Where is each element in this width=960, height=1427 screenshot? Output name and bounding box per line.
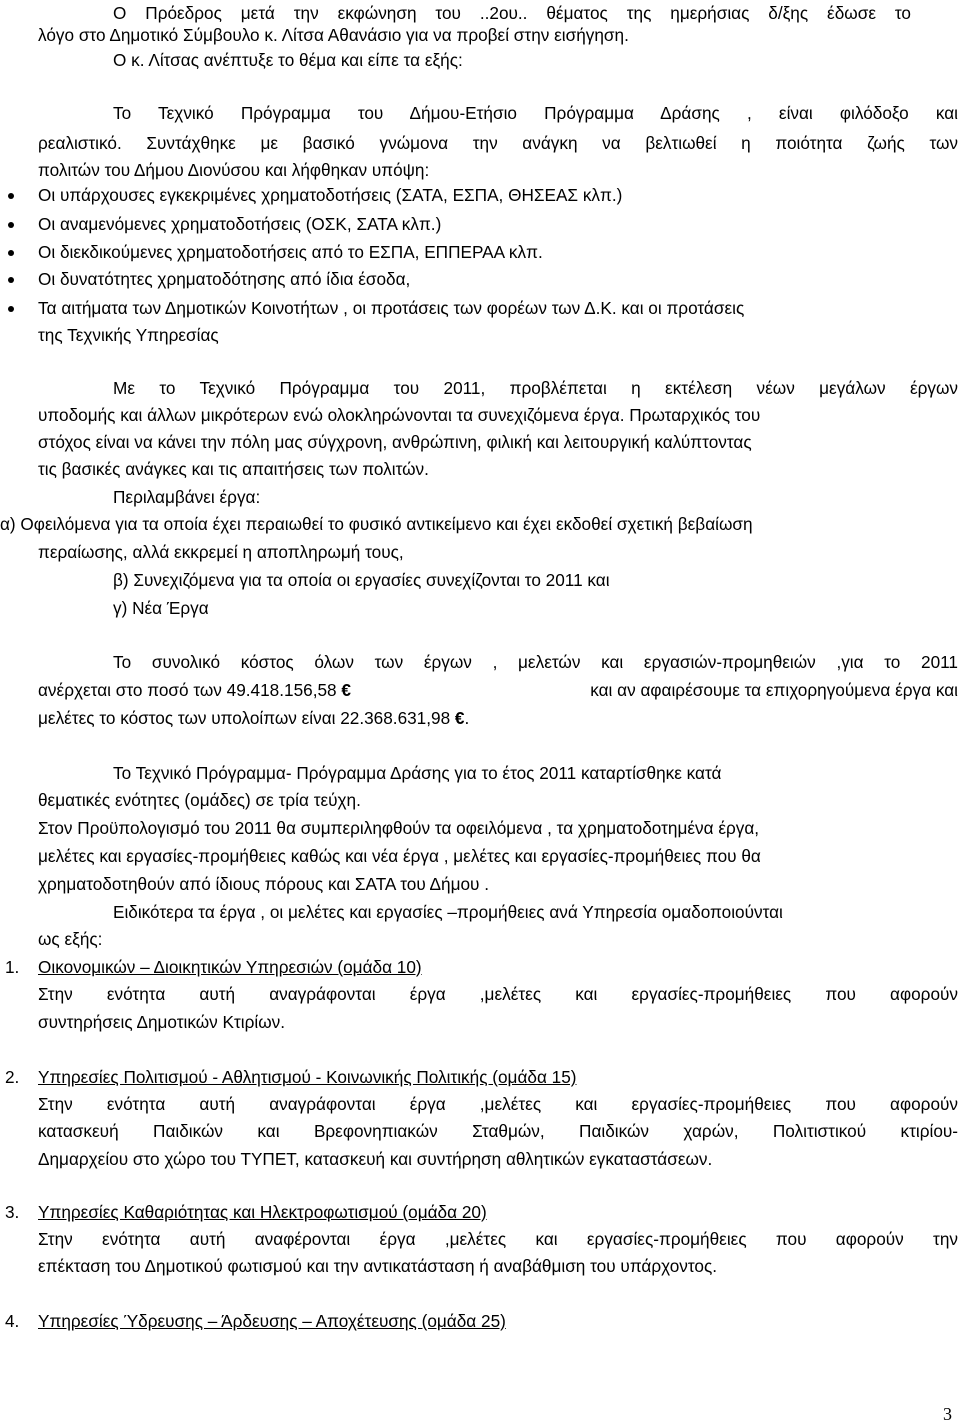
euro-sign: € [341,680,351,700]
cost-line-3 [38,708,469,728]
bullet-dot [8,250,14,256]
cost-amount-total: ανέρχεται στο ποσό των 49.418.156,58 [38,680,337,700]
bullet-item: Οι υπάρχουσες εγκεκριμένες χρηματοδοτήσεις (ΣΑΤΑ, ΕΣΠΑ, ΘΗΣΕΑΣ κλπ.) [38,185,623,205]
group-title: Οικονομικών – Διοικητικών Υπηρεσιών (ομάδα 10) [38,957,422,977]
group-number: 4. [5,1311,20,1331]
group-title: Υπηρεσίες Ύδρευσης – Άρδευσης – Αποχέτευσης (ομάδα 25) [38,1311,506,1331]
p2-line-2: υποδομής και άλλων μικρότερων ενώ ολοκληρώνονται τα συνεχιζόμενα έργα. Πρωταρχικός του [38,405,761,425]
p1-line-3: πολιτών του Δήμου Διονύσου και λήφθηκαν υπόψη: [38,160,430,180]
p2-line-1: Με το Τεχνικό Πρόγραμμα του 2011, προβλέπεται η εκτέλεση νέων μεγάλων έργων [113,378,958,398]
p3-line-4: μελέτες και εργασίες-προμήθειες καθώς και νέα έργα , μελέτες και εργασίες-προμήθειες που θα [38,846,761,866]
p2-line-4: τις βασικές ανάγκες και τις απαιτήσεις των πολιτών. [38,459,429,479]
works-c: γ) Νέα Έργα [113,598,209,618]
group-line: Στην ενότητα αυτή αναφέρονται έργα ,μελέτες και εργασίες-προμήθειες που αφορούν την [38,1229,958,1249]
p3-line-7: ως εξής: [38,929,103,949]
p2-line-3: στόχος είναι να κάνει την πόλη μας σύγχρονη, ανθρώπινη, φιλική και λειτουργική καλύπτοντας [38,432,752,452]
group-number: 2. [5,1067,20,1087]
group-line: Στην ενότητα αυτή αναγράφονται έργα ,μελέτες και εργασίες-προμήθειες που αφορούν [38,984,958,1004]
cost-line-2 [38,680,958,700]
p2-line-5: Περιλαμβάνει έργα: [113,487,261,507]
group-line: συντηρήσεις Δημοτικών Κτιρίων. [38,1012,285,1032]
group-number: 3. [5,1202,20,1222]
intro-line-3: Ο κ. Λίτσας ανέπτυξε το θέμα και είπε τα εξής: [113,50,463,70]
group-number: 1. [5,957,20,977]
cost-line-2-rest: και αν αφαιρέσουμε τα επιχορηγούμενα έργα και [590,680,958,700]
p3-line-5: χρηματοδοτηθούν από ίδιους πόρους και ΣΑΤΑ του Δήμου . [38,874,490,894]
page-number: 3 [943,1404,952,1424]
bullet-dot [8,306,14,312]
p1-line-2: ρεαλιστικό. Συντάχθηκε με βασικό γνώμονα την ανάγκη να βελτιωθεί η ποιότητα ζωής των [38,133,958,153]
cost-amount-remaining: μελέτες το κόστος των υπολοίπων είναι 22.368.631,98 [38,708,451,728]
cost-period: . [464,708,470,728]
euro-sign: € [454,708,465,728]
group-line: Στην ενότητα αυτή αναγράφονται έργα ,μελέτες και εργασίες-προμήθειες που αφορούν [38,1094,958,1114]
bullet-continuation: της Τεχνικής Υπηρεσίας [38,325,219,345]
bullet-item: Οι αναμενόμενες χρηματοδοτήσεις (ΟΣΚ, ΣΑΤΑ κλπ.) [38,214,442,234]
p3-line-3: Στον Προϋπολογισμό του 2011 θα συμπεριληφθούν τα οφειλόμενα , τα χρηματοδοτημένα έργα, [38,818,760,838]
intro-line-1: Ο Πρόεδρος μετά την εκφώνηση του ..2ου.. θέματος της ημερήσιας δ/ξης έδωσε το [113,3,911,23]
works-b: β) Συνεχιζόμενα για τα οποία οι εργασίες συνεχίζονται το 2011 και [113,570,610,590]
p3-line-2: θεματικές ενότητες (ομάδες) σε τρία τεύχη. [38,790,361,810]
p3-line-1: Το Τεχνικό Πρόγραμμα- Πρόγραμμα Δράσης για το έτος 2011 καταρτίσθηκε κατά [113,763,722,783]
bullet-dot [8,277,14,283]
group-line: κατασκευή Παιδικών και Βρεφονηπιακών Σταθμών, Παιδικών χαρών, Πολιτιστικού κτιρίου- [38,1121,958,1141]
intro-line-2: λόγο στο Δημοτικό Σύμβουλο κ. Λίτσα Αθανάσιο για να προβεί στην εισήγηση. [38,25,629,45]
bullet-dot [8,193,14,199]
bullet-item: Τα αιτήματα των Δημοτικών Κοινοτήτων , οι προτάσεις των φορέων των Δ.Κ. και οι προτάσεις [38,298,745,318]
works-a-line-2: περαίωσης, αλλά εκκρεμεί η αποπληρωμή τους, [38,542,404,562]
cost-line-1: Το συνολικό κόστος όλων των έργων , μελετών και εργασιών-προμηθειών ,για το 2011 [113,652,958,672]
group-title: Υπηρεσίες Καθαριότητας και Ηλεκτροφωτισμού (ομάδα 20) [38,1202,487,1222]
group-title: Υπηρεσίες Πολιτισμού - Αθλητισμού - Κοινωνικής Πολιτικής (ομάδα 15) [38,1067,577,1087]
p3-line-6: Ειδικότερα τα έργα , οι μελέτες και εργασίες –προμήθειες ανά Υπηρεσία ομαδοποιούνται [113,902,783,922]
works-a-line-1: α) Οφειλόμενα για τα οποία έχει περαιωθεί το φυσικό αντικείμενο και έχει εκδοθεί σχετική βεβαίωση [0,514,753,534]
bullet-dot [8,222,14,228]
group-line: Δημαρχείου στο χώρο του ΤΥΠΕΤ, κατασκευή και συντήρηση αθλητικών εγκαταστάσεων. [38,1149,713,1169]
group-line: επέκταση του Δημοτικού φωτισμού και την αντικατάσταση ή αναβάθμιση του υπάρχοντος. [38,1256,718,1276]
p1-line-1: Το Τεχνικό Πρόγραμμα του Δήμου-Ετήσιο Πρόγραμμα Δράσης , είναι φιλόδοξο και [113,103,958,123]
bullet-item: Οι διεκδικούμενες χρηματοδοτήσεις από το ΕΣΠΑ, ΕΠΠΕΡΑΑ κλπ. [38,242,543,262]
bullet-item: Οι δυνατότητες χρηματοδότησης από ίδια έσοδα, [38,269,411,289]
